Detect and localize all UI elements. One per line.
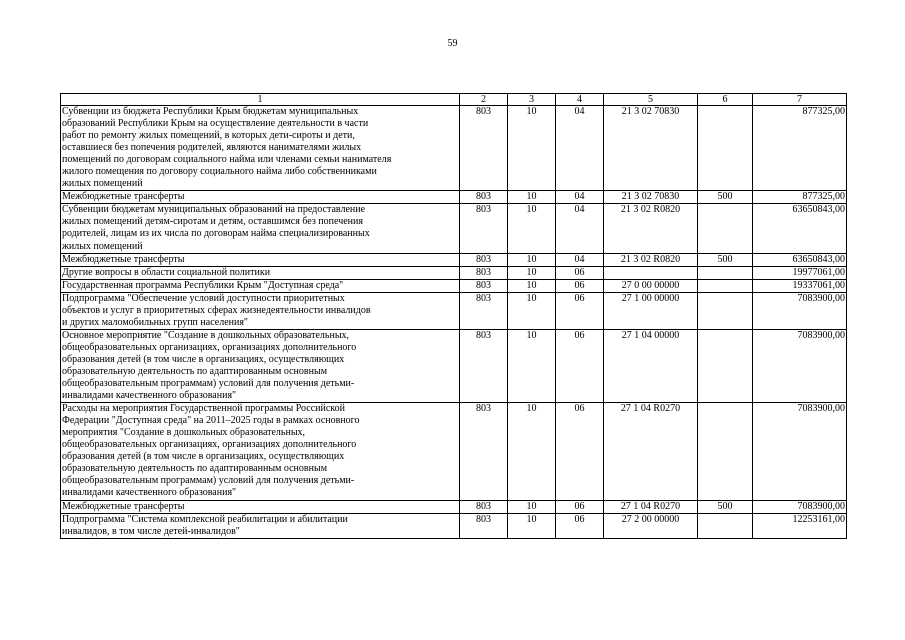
table-row	[61, 403, 847, 500]
table-row	[61, 329, 847, 402]
header-row	[61, 94, 847, 106]
subsection-code: 04	[556, 191, 604, 204]
header-cell: 7	[753, 94, 847, 106]
row-name: Межбюджетные трансферты	[61, 500, 460, 513]
header-cell: 1	[61, 94, 460, 106]
expense-type-code	[698, 292, 753, 329]
row-name: Государственная программа Республики Крым "Доступная среда"	[61, 279, 460, 292]
expense-type-code: 500	[698, 500, 753, 513]
table-row	[61, 191, 847, 204]
budget-table	[60, 93, 847, 539]
subsection-code: 06	[556, 403, 604, 500]
table-row	[61, 279, 847, 292]
row-name: Межбюджетные трансферты	[61, 253, 460, 266]
target-article-code: 27 2 00 00000	[604, 513, 698, 538]
table-row	[61, 292, 847, 329]
target-article-code: 27 1 04 00000	[604, 329, 698, 402]
table-row	[61, 204, 847, 253]
ved-code: 803	[460, 253, 508, 266]
table-row	[61, 266, 847, 279]
ved-code: 803	[460, 106, 508, 191]
row-name: Другие вопросы в области социальной политики	[61, 266, 460, 279]
expense-type-code	[698, 266, 753, 279]
subsection-code: 06	[556, 266, 604, 279]
subsection-code: 06	[556, 513, 604, 538]
table-body	[61, 106, 847, 539]
table-row	[61, 513, 847, 538]
subsection-code: 06	[556, 279, 604, 292]
row-name: Расходы на мероприятия Государственной программы Российской Федерации "Доступная среда" на 2011–2025 годы в рамках основного мероприятия "Создание в дошкольных образовательных, общеобразовательных организациях, организациях дополнительного образования детей (в том числе в организациях, осуществляющих образовательную деятельность по адаптированным основным общеобразовательным программам) условий для получения детьми- инвалидами качественного образования"	[61, 403, 460, 500]
section-code: 10	[508, 279, 556, 292]
target-article-code: 27 0 00 00000	[604, 279, 698, 292]
table-row	[61, 500, 847, 513]
subsection-code: 06	[556, 292, 604, 329]
header-cell: 6	[698, 94, 753, 106]
section-code: 10	[508, 513, 556, 538]
row-name: Субвенции из бюджета Республики Крым бюджетам муниципальных образований Республики Крым на осуществление деятельности в части работ по ремонту жилых помещений, в которых дети-сироты и дети, оставшиеся без попечения родителей, являются нанимателями жилых помещений по договорам социального найма или членами семьи нанимателя жилого помещения по договору социального найма либо собственниками жилых помещений	[61, 106, 460, 191]
row-sum: 63650843,00	[753, 204, 847, 253]
target-article-code: 27 1 00 00000	[604, 292, 698, 329]
subsection-code: 06	[556, 500, 604, 513]
expense-type-code: 500	[698, 253, 753, 266]
section-code: 10	[508, 106, 556, 191]
table-row	[61, 253, 847, 266]
row-sum: 63650843,00	[753, 253, 847, 266]
row-name: Межбюджетные трансферты	[61, 191, 460, 204]
subsection-code: 06	[556, 329, 604, 402]
page-number: 59	[447, 38, 458, 49]
row-sum: 877325,00	[753, 191, 847, 204]
ved-code: 803	[460, 403, 508, 500]
section-code: 10	[508, 204, 556, 253]
header-cell: 3	[508, 94, 556, 106]
ved-code: 803	[460, 266, 508, 279]
section-code: 10	[508, 292, 556, 329]
row-name: Субвенции бюджетам муниципальных образований на предоставление жилых помещений детям-сиротам и детям, оставшимся без попечения родителей, лицам из их числа по договорам найма специализированных жилых помещений	[61, 204, 460, 253]
row-sum: 19977061,00	[753, 266, 847, 279]
ved-code: 803	[460, 329, 508, 402]
expense-type-code	[698, 279, 753, 292]
target-article-code: 21 3 02 R0820	[604, 204, 698, 253]
expense-type-code: 500	[698, 191, 753, 204]
expense-type-code	[698, 329, 753, 402]
ved-code: 803	[460, 279, 508, 292]
ved-code: 803	[460, 500, 508, 513]
row-name: Подпрограмма "Система комплексной реабилитации и абилитации инвалидов, в том числе детей-инвалидов"	[61, 513, 460, 538]
target-article-code: 21 3 02 R0820	[604, 253, 698, 266]
header-cell: 5	[604, 94, 698, 106]
row-sum: 7083900,00	[753, 329, 847, 402]
row-sum: 7083900,00	[753, 292, 847, 329]
section-code: 10	[508, 191, 556, 204]
subsection-code: 04	[556, 253, 604, 266]
section-code: 10	[508, 253, 556, 266]
target-article-code: 21 3 02 70830	[604, 191, 698, 204]
target-article-code: 27 1 04 R0270	[604, 500, 698, 513]
expense-type-code	[698, 403, 753, 500]
row-sum: 877325,00	[753, 106, 847, 191]
row-sum: 19337061,00	[753, 279, 847, 292]
table-row	[61, 106, 847, 191]
row-sum: 7083900,00	[753, 403, 847, 500]
section-code: 10	[508, 329, 556, 402]
target-article-code	[604, 266, 698, 279]
section-code: 10	[508, 500, 556, 513]
ved-code: 803	[460, 513, 508, 538]
subsection-code: 04	[556, 106, 604, 191]
row-name: Основное мероприятие "Создание в дошкольных образовательных, общеобразовательных организациях, организациях дополнительного образования детей (в том числе в организациях, осуществляющих образовательную деятельность по адаптированным основным общеобразовательным программам) условий для получения детьми- инвалидами качественного образования"	[61, 329, 460, 402]
row-name: Подпрограмма "Обеспечение условий доступности приоритетных объектов и услуг в приоритетных сферах жизнедеятельности инвалидов и других маломобильных групп населения"	[61, 292, 460, 329]
target-article-code: 27 1 04 R0270	[604, 403, 698, 500]
target-article-code: 21 3 02 70830	[604, 106, 698, 191]
subsection-code: 04	[556, 204, 604, 253]
ved-code: 803	[460, 191, 508, 204]
section-code: 10	[508, 266, 556, 279]
expense-type-code	[698, 204, 753, 253]
row-sum: 12253161,00	[753, 513, 847, 538]
expense-type-code	[698, 513, 753, 538]
expense-type-code	[698, 106, 753, 191]
row-sum: 7083900,00	[753, 500, 847, 513]
ved-code: 803	[460, 204, 508, 253]
ved-code: 803	[460, 292, 508, 329]
header-cell: 2	[460, 94, 508, 106]
section-code: 10	[508, 403, 556, 500]
header-cell: 4	[556, 94, 604, 106]
